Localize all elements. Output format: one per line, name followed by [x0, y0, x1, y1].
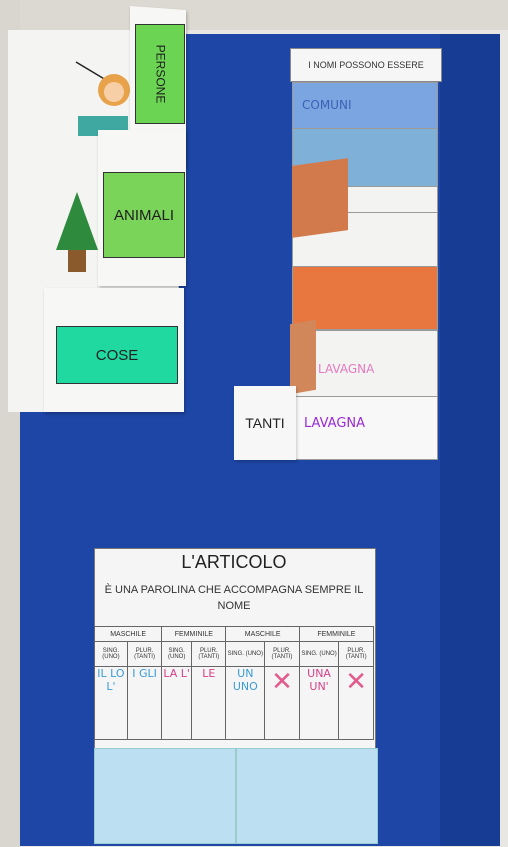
header-femminile-2: FEMMINILE — [299, 627, 373, 642]
cross-mark: ✕ — [339, 667, 374, 740]
subheader-cell: PLUR. (TANTI) — [265, 642, 300, 667]
light-blue-pocket-right[interactable] — [236, 748, 378, 844]
header-maschile-2: MASCHILE — [226, 627, 299, 642]
light-blue-pocket-left[interactable] — [94, 748, 236, 844]
brown-tab-2[interactable] — [290, 320, 316, 395]
header-femminile-1: FEMMINILE — [162, 627, 226, 642]
subheader-cell: SING. (UNO) — [299, 642, 338, 667]
tree-drawing — [52, 190, 102, 280]
articolo-table — [94, 626, 374, 740]
subheader-cell: SING. (UNO) — [226, 642, 265, 667]
answer-cell: LE — [192, 667, 226, 740]
subheader-cell: PLUR. (TANTI) — [192, 642, 226, 667]
subheader-cell: PLUR. (TANTI) — [127, 642, 161, 667]
answer-cell: UNA UN' — [299, 667, 338, 740]
answer-cell: I GLI — [127, 667, 161, 740]
header-maschile-1: MASCHILE — [95, 627, 162, 642]
tanti-flap[interactable]: TANTI — [234, 386, 296, 460]
answer-cell: IL LO L' — [95, 667, 128, 740]
lavagna-text: LAVAGNA — [304, 416, 366, 431]
comuni-text: COMUNI — [302, 98, 352, 112]
nomi-header: I NOMI POSSONO ESSERE — [290, 48, 442, 82]
persone-label: PERSONE — [135, 24, 185, 124]
animali-label: ANIMALI — [103, 172, 185, 258]
answer-cell: UN UNO — [226, 667, 265, 740]
blue-folder-shadow — [440, 34, 500, 846]
subheader-cell: SING. (UNO) — [162, 642, 192, 667]
cose-label: COSE — [56, 326, 178, 384]
answer-cell: LA L' — [162, 667, 192, 740]
articolo-subtitle: È UNA PAROLINA CHE ACCOMPAGNA SEMPRE IL NOME — [104, 584, 364, 612]
subheader-cell: PLUR. (TANTI) — [339, 642, 374, 667]
subheader-cell: SING. (UNO) — [95, 642, 128, 667]
brown-tab-1[interactable] — [292, 158, 348, 238]
lavagna-faint-text: LAVAGNA — [318, 362, 375, 376]
articolo-title: L'ARTICOLO — [181, 552, 287, 572]
background-wall — [0, 0, 508, 30]
cross-mark: ✕ — [265, 667, 300, 740]
